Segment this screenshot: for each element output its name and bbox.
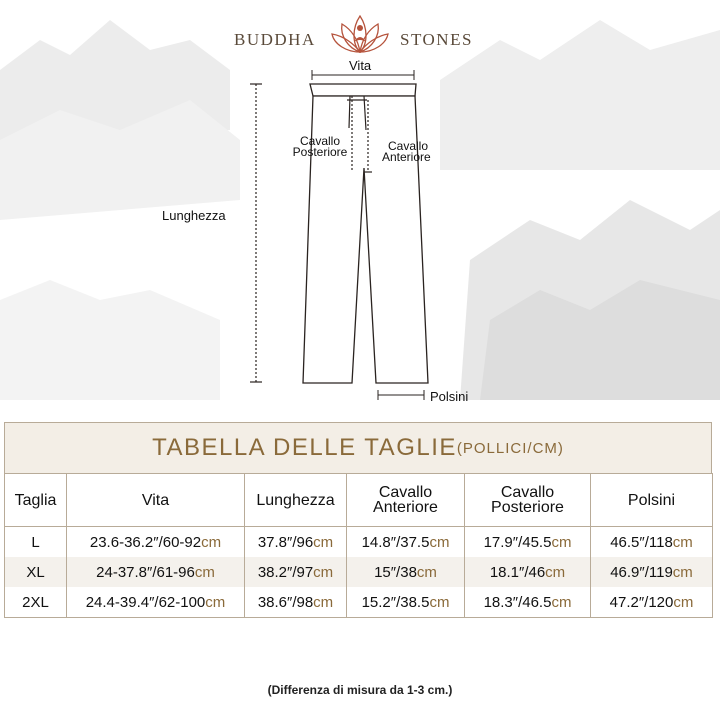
table-row bbox=[5, 527, 713, 558]
cell-back-rise: 17.9″/45.5cm bbox=[465, 527, 591, 558]
table-row bbox=[5, 557, 713, 587]
size-chart-title-unit: (POLLICI/CM) bbox=[456, 439, 564, 457]
brand-name-right: STONES bbox=[400, 30, 473, 49]
cell-front-rise: 15.2″/38.5cm bbox=[347, 587, 465, 618]
cell-hem: 47.2″/120cm bbox=[591, 587, 713, 618]
cell-front-rise: 15″/38cm bbox=[347, 557, 465, 587]
cell-front-rise: 14.8″/37.5cm bbox=[347, 527, 465, 558]
cell-size: L bbox=[5, 527, 67, 558]
header-front-rise: Cavallo Anteriore bbox=[347, 474, 465, 527]
size-chart bbox=[4, 422, 712, 618]
size-table bbox=[4, 473, 713, 618]
table-header-row bbox=[5, 474, 713, 527]
cell-length: 37.8″/96cm bbox=[245, 527, 347, 558]
brand-name-left: BUDDHA bbox=[234, 30, 316, 49]
cell-waist: 24-37.8″/61-96cm bbox=[67, 557, 245, 587]
cell-size: XL bbox=[5, 557, 67, 587]
cell-waist: 23.6-36.2″/60-92cm bbox=[67, 527, 245, 558]
hem-label: Polsini bbox=[430, 389, 469, 404]
header-waist: Vita bbox=[67, 474, 245, 527]
header-length: Lunghezza bbox=[245, 474, 347, 527]
table-row bbox=[5, 587, 713, 618]
back-rise-label: Cavallo Posteriore bbox=[292, 134, 348, 159]
cell-back-rise: 18.3″/46.5cm bbox=[465, 587, 591, 618]
size-chart-title-text: TABELLA DELLE TAGLIE bbox=[152, 434, 457, 461]
front-rise-label: Cavallo Anteriore bbox=[382, 139, 431, 164]
cell-hem: 46.5″/118cm bbox=[591, 527, 713, 558]
length-label: Lunghezza bbox=[162, 208, 226, 223]
cell-waist: 24.4-39.4″/62-100cm bbox=[67, 587, 245, 618]
cell-hem: 46.9″/119cm bbox=[591, 557, 713, 587]
cell-length: 38.2″/97cm bbox=[245, 557, 347, 587]
header-size: Taglia bbox=[5, 474, 67, 527]
cell-back-rise: 18.1″/46cm bbox=[465, 557, 591, 587]
measurement-tolerance-note: (Differenza di misura da 1-3 cm.) bbox=[267, 683, 453, 697]
waist-label: Vita bbox=[349, 58, 372, 73]
size-chart-title bbox=[4, 422, 712, 473]
cell-size: 2XL bbox=[5, 587, 67, 618]
cell-length: 38.6″/98cm bbox=[245, 587, 347, 618]
header-back-rise: Cavallo Posteriore bbox=[465, 474, 591, 527]
header-hem: Polsini bbox=[591, 474, 713, 527]
